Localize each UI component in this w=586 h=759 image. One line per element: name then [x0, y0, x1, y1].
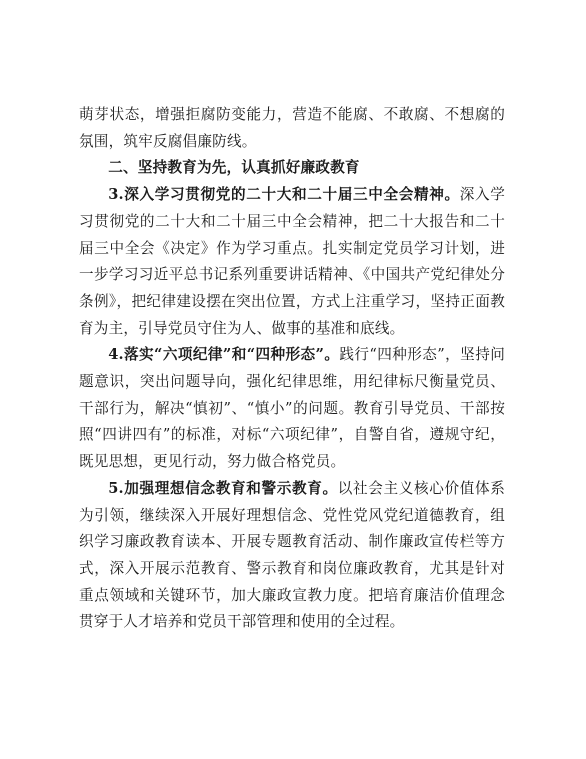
item-lead-5: 5.加强理想信念教育和警示教育。: [108, 479, 338, 497]
item-paragraph-4: [79, 342, 505, 476]
item-body-4: 践行“四种形态”，坚持问题意识，突出问题导向，强化纪律思维，用纪律标尺衡量党员、干部行为，解决“慎初”、“慎小”的问题。教育引导党员、干部按照“四讲四有”的标准，对标“六项纪律”，自警自省，遵规守纪，既见思想，更见行动，努力做合格党员。: [79, 346, 505, 471]
item-body-3: 深入学习贯彻党的二十大和二十届三中全会精神，把二十大报告和二十届三中全会《决定》作为学习重点。扎实制定党员学习计划，进一步学习习近平总书记系列重要讲话精神、《中国共产党纪律处分条例》，把纪律建设摆在突出位置，方式上注重学习，坚持正面教育为主，引导党员守住为人、做事的基准和底线。: [79, 186, 505, 337]
continuation-paragraph: 萌芽状态，增强拒腐防变能力，营造不能腐、不敢腐、不想腐的氛围，筑牢反腐倡廉防线。: [79, 106, 505, 150]
section-heading: 二、坚持教育为先，认真抓好廉政教育: [108, 159, 360, 177]
item-lead-3: 3.深入学习贯彻党的二十大和二十届三中全会精神。: [108, 186, 460, 204]
item-body-5: 以社会主义核心价值体系为引领，继续深入开展好理想信念、党性党风党纪道德教育，组织学习廉政教育读本、开展专题教育活动、制作廉政宣传栏等方式，深入开展示范教育、警示教育和岗位廉政教育，尤其是针对重点领域和关键环节，加大廉政宣教力度。把培育廉洁价值理念贯穿于人才培养和党员干部管理和使用的全过程。: [79, 479, 505, 631]
item-paragraph-3: [79, 182, 505, 342]
item-lead-4: 4.落实“六项纪律”和“四种形态”。: [108, 346, 340, 364]
document-body: [79, 102, 505, 636]
item-paragraph-5: [79, 476, 505, 636]
